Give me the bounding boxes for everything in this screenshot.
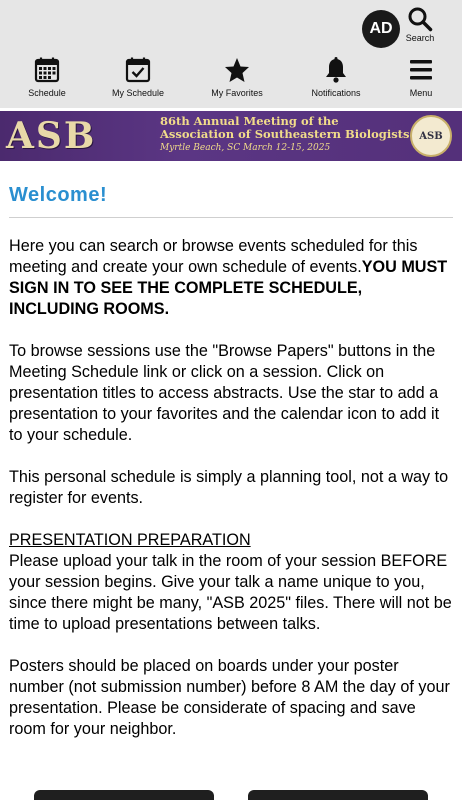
sign-in-notice: YOU MUST SIGN IN TO SEE THE COMPLETE SCHEDULE, INCLUDING ROOMS. <box>9 258 448 318</box>
preparation-section <box>9 530 454 635</box>
nav-label: Schedule <box>28 88 66 98</box>
banner-logo: ASB <box>6 115 97 157</box>
nav-label: My Favorites <box>211 88 263 98</box>
banner-title <box>160 115 409 155</box>
top-bar <box>0 0 462 108</box>
nav-label: Menu <box>409 88 433 98</box>
avatar-initials: AD <box>369 20 393 37</box>
nav-label: My Schedule <box>111 88 165 98</box>
nav-schedule[interactable] <box>2 54 92 100</box>
intro-paragraph <box>9 236 454 320</box>
banner-line-2: Association of Southeastern Biologists <box>160 127 410 141</box>
meeting-banner <box>0 111 462 161</box>
bell-icon <box>322 56 350 84</box>
intro-text: Here you can search or browse events scheduled for this meeting and create your own schedule of events. <box>9 237 418 276</box>
posters-paragraph: Posters should be placed on boards under your poster number (not submission number) before 8 AM the day of your presentation. Please be considerate of spacing and save room for your neighbor. <box>9 657 450 738</box>
seal-text: ASB <box>419 130 443 142</box>
nav-notifications[interactable] <box>291 54 381 100</box>
preparation-heading: PRESENTATION PREPARATION <box>9 531 251 549</box>
page-title: Welcome! <box>9 184 108 206</box>
nav-my-favorites[interactable] <box>192 54 282 100</box>
main-nav <box>0 54 462 100</box>
calendar-check-icon <box>124 56 152 84</box>
welcome-content <box>9 184 454 740</box>
title-divider <box>9 217 453 218</box>
search-icon <box>407 6 433 32</box>
banner-line-3: Myrtle Beach, SC March 12-15, 2025 <box>160 143 331 153</box>
bottom-right-button[interactable] <box>248 790 428 800</box>
search-label: Search <box>405 33 435 43</box>
banner-line-1: 86th Annual Meeting of the <box>160 114 339 128</box>
calendar-grid-icon <box>33 56 61 84</box>
nav-label: Notifications <box>311 88 361 98</box>
asb-seal-logo <box>410 115 452 157</box>
nav-menu[interactable] <box>376 54 462 100</box>
user-avatar[interactable] <box>362 10 400 48</box>
nav-my-schedule[interactable] <box>93 54 183 100</box>
planning-paragraph: This personal schedule is simply a planning tool, not a way to register for events. <box>9 468 449 507</box>
star-icon <box>223 56 251 84</box>
hamburger-icon <box>407 56 435 84</box>
search-button[interactable] <box>402 6 438 48</box>
browse-paragraph: To browse sessions use the "Browse Papers" buttons in the Meeting Schedule link or click on a session. Click on presentation titles to access abstracts. Use the star to add a presentation to your favorites and the calendar icon to add it to your schedule. <box>9 342 440 444</box>
bottom-left-button[interactable] <box>34 790 214 800</box>
preparation-text: Please upload your talk in the room of your session BEFORE your session begins. Give your talk a name unique to you, since there might be many, "ASB 2025" files. There will not be time to upload presentations between talks. <box>9 552 452 633</box>
